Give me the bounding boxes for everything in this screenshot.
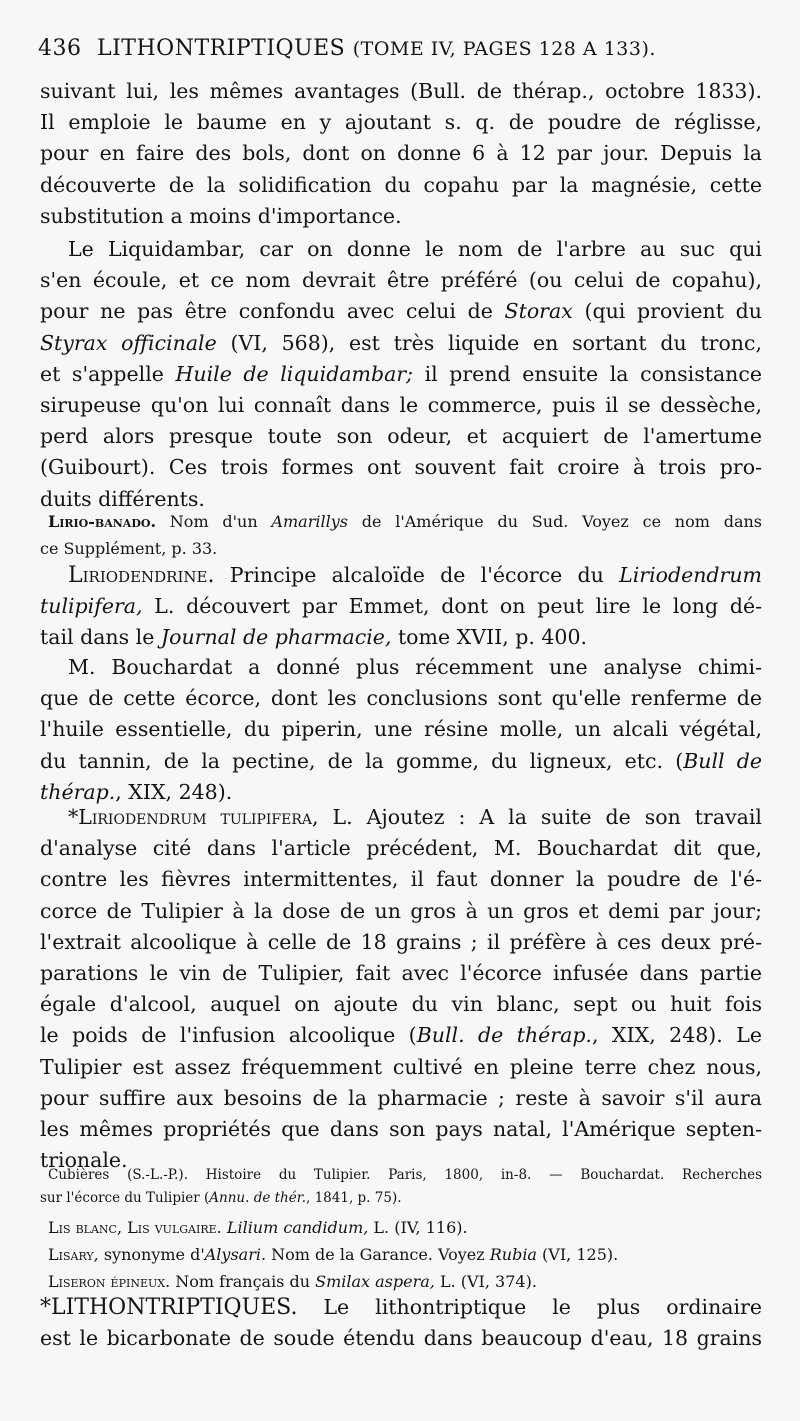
paragraph-bouchardat [40, 652, 762, 808]
text-line: trionale. [40, 1148, 128, 1173]
text-line: pour suffire aux besoins de la pharmacie ; reste à savoir s'il aura [40, 1085, 762, 1110]
running-title: LITHONTRIPTIQUES [97, 36, 346, 61]
text-line: Le Liquidambar, car on donne le nom de l'arbre au suc qui [68, 237, 762, 261]
running-header [38, 36, 758, 61]
entry-lis-blanc: Lis blanc, Lis vulgaire. Lilium candidum, L. (IV, 116). [48, 1218, 468, 1237]
text-line: suivant lui, les mêmes avantages (Bull. de thérap., octobre 1833). [40, 79, 762, 103]
text-line: est le bicarbonate de soude étendu dans beaucoup d'eau, 18 grains [40, 1326, 762, 1351]
text-line: l'huile essentielle, du piperin, une résine molle, un alcali végétal, [40, 717, 762, 742]
text-line: pour ne pas être confondu avec celui de Storax (qui provient du [40, 299, 763, 324]
text-line: duits différents. [40, 486, 205, 511]
text-line: tail dans le Journal de pharmacie, tome XVII, p. 400. [40, 625, 588, 650]
text-line: Styrax officinale (VI, 568), est très liquide en sortant du tronc, [40, 330, 762, 355]
text-line: les mêmes propriétés que dans son pays natal, l'Amérique septen- [40, 1116, 762, 1141]
text-line: corce de Tulipier à la dose de un gros à un gros et demi par jour; [40, 898, 762, 923]
text-line: perd alors presque toute son odeur, et acquiert de l'amertume [40, 424, 762, 449]
text-line: sur l'écorce du Tulipier (Annu. de thér., 1841, p. 75). [40, 1190, 402, 1206]
text-line: s'en écoule, et ce nom devrait être préféré (ou celui de copahu), [40, 268, 762, 293]
text-line: découverte de la solidification du copahu par la magnésie, cette [40, 172, 762, 197]
text-line: parations le vin de Tulipier, fait avec l'écorce infusée dans partie [40, 960, 762, 985]
text-line: Lirio-banado. Nom d'un Amarillys de l'Amérique du Sud. Voyez ce nom dans [48, 512, 762, 531]
paragraph-liquidambar [40, 234, 762, 515]
short-entries [40, 1214, 762, 1295]
text-line: le poids de l'infusion alcoolique (Bull. de thérap., XIX, 248). Le [40, 1023, 762, 1048]
text-line: contre les fièvres intermittentes, il faut donner la poudre de l'é- [40, 867, 762, 892]
text-line: pour en faire des bols, dont on donne 6 à 12 par jour. Depuis la [40, 141, 762, 166]
entry-headword: Liriodendrine. [68, 563, 215, 588]
entry-liriodendrine [40, 560, 762, 654]
text-line: sirupeuse qu'on lui connaît dans le commerce, puis il se dessèche, [40, 392, 762, 417]
text-line: (Guibourt). Ces trois formes ont souvent fait croire à trois pro- [40, 455, 762, 480]
text-line: M. Bouchardat a donné plus récemment une analyse chimi- [68, 655, 762, 679]
text-line: Tulipier est assez fréquemment cultivé en pleine terre chez nous, [40, 1054, 762, 1079]
bibliographic-citation [40, 1164, 762, 1210]
entry-headword: Lirio-banado. [48, 512, 157, 531]
text-line: que de cette écorce, dont les conclusions sont qu'elle renferme de [40, 686, 762, 711]
text-line: Cubières (S.-L.-P.). Histoire du Tulipier. Paris, 1800, in-8. — Bouchardat. Recherches [48, 1167, 762, 1183]
text-line: tulipifera, L. découvert par Emmet, dont on peut lire le long dé- [40, 594, 762, 619]
text-line: d'analyse cité dans l'article précédent, M. Bouchardat dit que, [40, 836, 762, 861]
entry-liseron-epineux: Liseron épineux. Nom français du Smilax aspera, L. (VI, 374). [48, 1272, 537, 1291]
paragraph-copahu-continued [40, 76, 762, 232]
entry-lithontriptiques [40, 1292, 762, 1354]
entry-lisary: Lisary, synonyme d'Alysari. Nom de la Garance. Voyez Rubia (VI, 125). [48, 1245, 619, 1264]
text-line: et s'appelle Huile de liquidambar; il prend ensuite la consistance [40, 361, 762, 386]
text-line: *Liriodendrum tulipifera, L. Ajoutez : A la suite de son travail [68, 805, 762, 829]
text-line: l'extrait alcoolique à celle de 18 grains ; il préfère à ces deux pré- [40, 929, 762, 954]
text-line: du tannin, de la pectine, de la gomme, du ligneux, etc. (Bull de [40, 748, 762, 773]
volume-reference: (TOME IV, PAGES 128 A 133). [352, 38, 656, 60]
text-line: ce Supplément, p. 33. [40, 539, 218, 558]
text-line: Liriodendrine. Principe alcaloïde de l'écorce du Liriodendrum [68, 563, 762, 588]
text-line: égale d'alcool, auquel on ajoute du vin blanc, sept ou huit fois [40, 992, 762, 1017]
text-line: *LITHONTRIPTIQUES. Le lithontriptique le plus ordinaire [40, 1295, 762, 1320]
text-line: Il emploie le baume en y ajoutant s. q. de poudre de réglisse, [40, 110, 762, 135]
entry-lirio-banado [40, 508, 762, 562]
entry-headword: *Liriodendrum tulipifera, [68, 805, 319, 829]
entry-headword: *LITHONTRIPTIQUES. [40, 1295, 298, 1320]
text-line: thérap., XIX, 248). [40, 779, 233, 804]
entry-liriodendrum-tulipifera [40, 802, 762, 1176]
text-line: substitution a moins d'importance. [40, 203, 402, 228]
page-number: 436 [38, 36, 82, 61]
